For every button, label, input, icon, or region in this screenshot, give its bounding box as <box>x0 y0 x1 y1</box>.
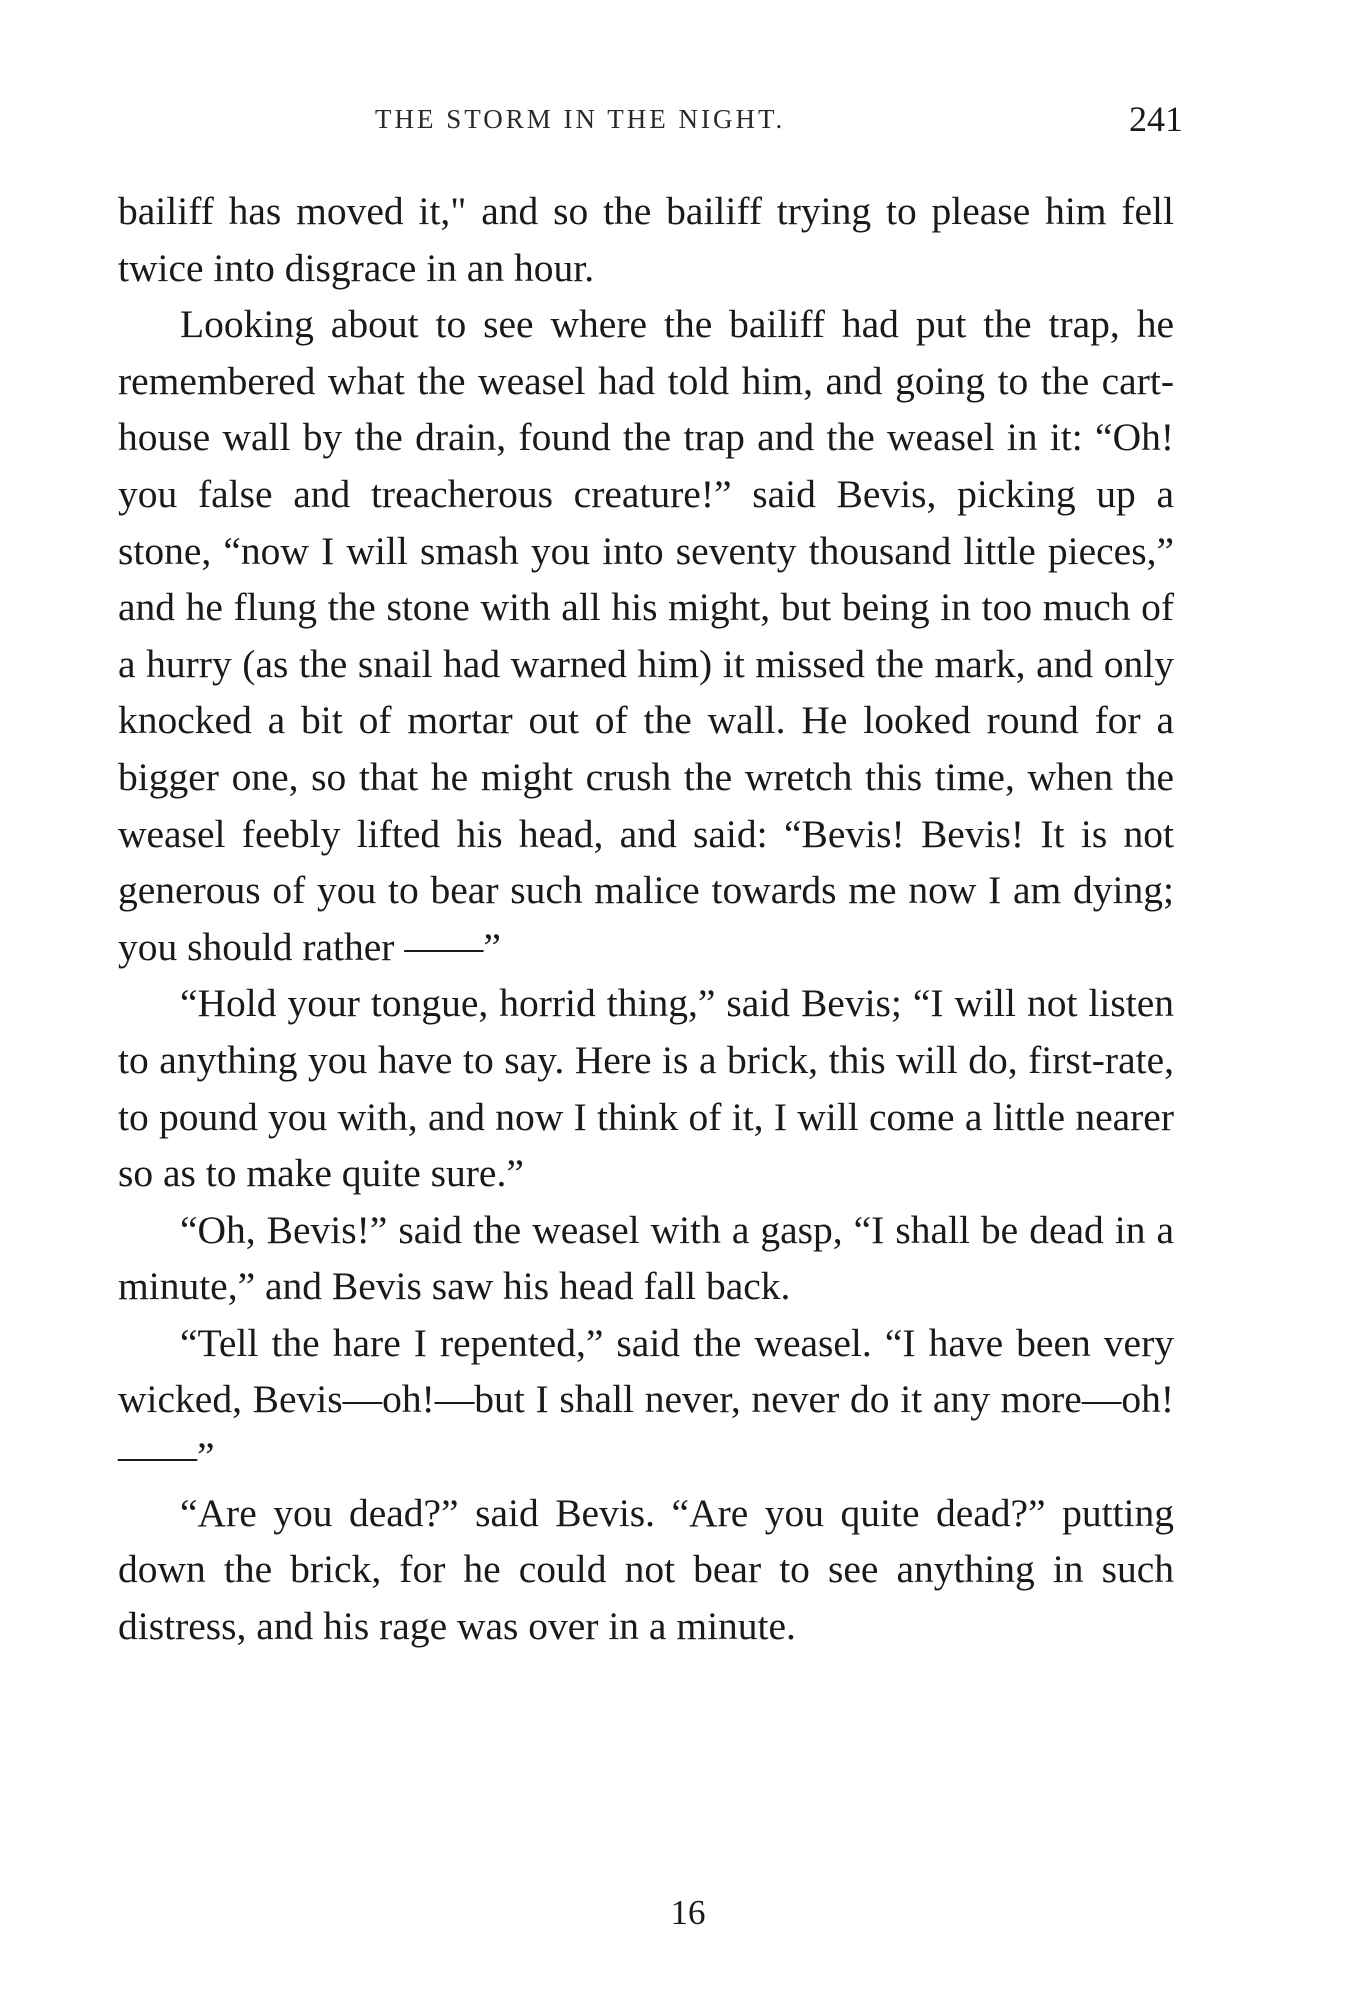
running-head: THE STORM IN THE NIGHT. <box>375 104 786 134</box>
paragraph: “Oh, Bevis!” said the weasel with a gasp, “I shall be dead in a minute,” and Bevis saw his head fall back. <box>118 1207 1174 1309</box>
paragraph: “Are you dead?” said Bevis. “Are you quite dead?” putting down the brick, for he could not bear to see anything in such distress, and his rage was over in a minute. <box>118 1490 1174 1648</box>
paragraph: bailiff has moved it," and so the bailiff trying to please him fell twice into disgrace in an hour. <box>118 189 1174 290</box>
paragraph: “Hold your tongue, horrid thing,” said Bevis; “I will not listen to anything you have to say. Here is a brick, this will do, first-rate, to pound you with, and now I think of it, I will come a little nearer so as to make quite sure.” <box>118 981 1174 1196</box>
paragraph: Looking about to see where the bailiff had put the trap, he remembered what the weasel had told him, and going to the cart-house wall by the drain, found the trap and the weasel in it: “Oh! you false and treacherous creature!” said Bevis, picking up a stone, “now I will smash you into seventy thousand little pieces,” and he flung the stone with all his might, but being in too much of a hurry (as the snail had warned him) it missed the mark, and only knocked a bit of mortar out of the wall. He looked round for a bigger one, so that he might crush the wretch this time, when the weasel feebly lifted his head, and said: “Bevis! Bevis! It is not generous of you to bear such malice towards me now I am dying; you should rather ——” <box>118 302 1174 969</box>
page-number: 241 <box>1129 99 1183 139</box>
signature-mark: 16 <box>670 1893 706 1932</box>
paragraph: “Tell the hare I repented,” said the weasel. “I have been very wicked, Bevis—oh!—but I shall never, never do it any more—oh!——” <box>118 1320 1174 1479</box>
body-text <box>118 183 1174 1654</box>
